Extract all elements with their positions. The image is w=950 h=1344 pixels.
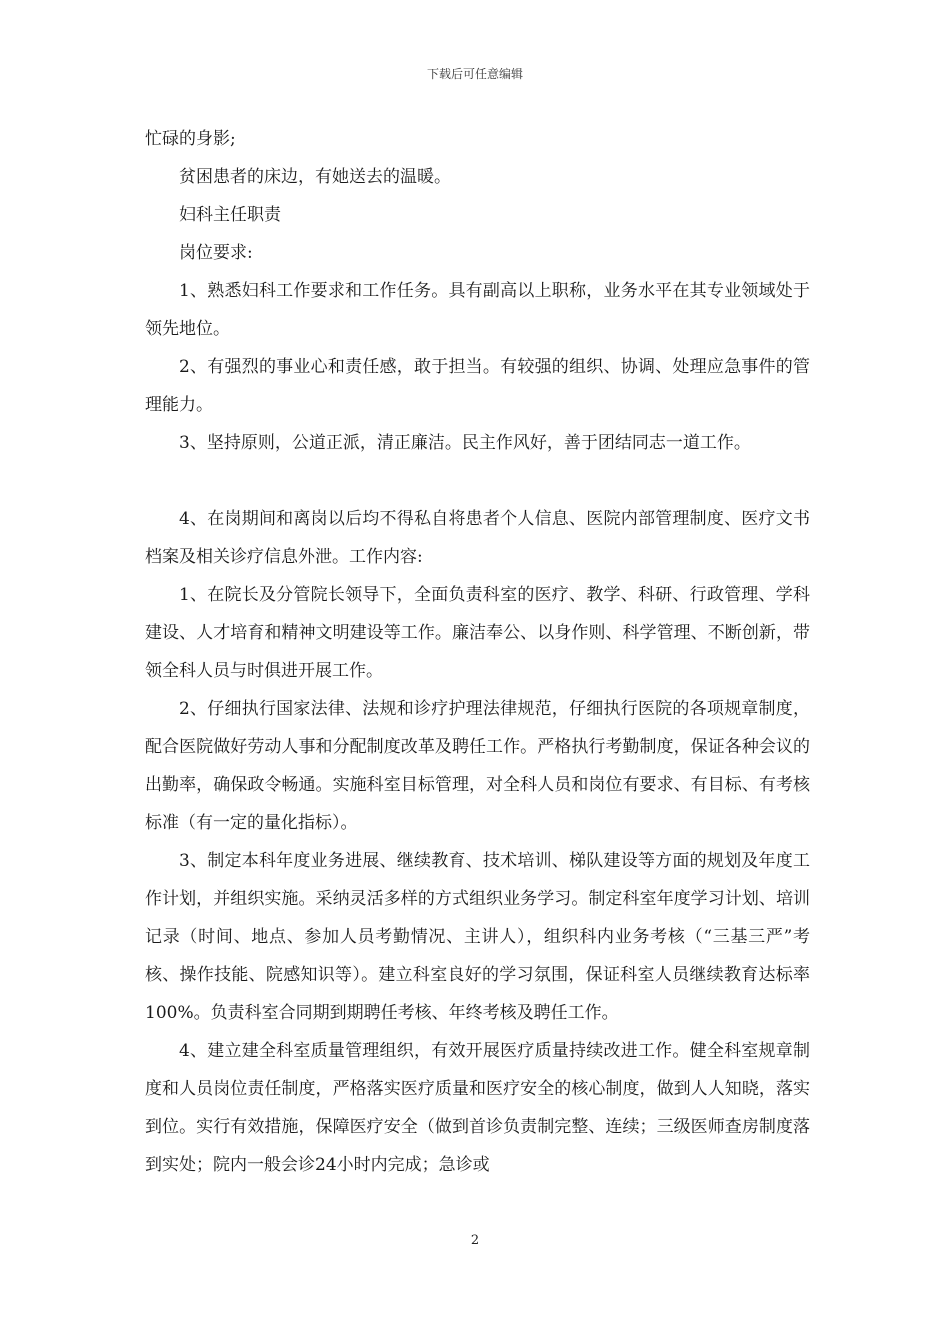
page-number: 2	[470, 1233, 480, 1248]
requirement-item-4: 4、在岗期间和离岗以后均不得私自将患者个人信息、医院内部管理制度、医疗文书档案及相关诊疗信息外泄。工作内容:	[145, 509, 810, 567]
paragraph-1: 忙碌的身影;	[145, 129, 236, 149]
requirement-item-3: 3、坚持原则，公道正派，清正廉洁。民主作风好，善于团结同志一道工作。	[179, 433, 751, 453]
duty-item-2: 2、仔细执行国家法律、法规和诊疗护理法律规范，仔细执行医院的各项规章制度，配合医院做好劳动人事和分配制度改革及聘任工作。严格执行考勤制度，保证各种会议的出勤率，确保政令畅通。实施科室目标管理，对全科人员和岗位有要求、有目标、有考核标准（有一定的量化指标）。	[145, 699, 810, 833]
document-body	[145, 120, 810, 1184]
requirement-item-1: 1、熟悉妇科工作要求和工作任务。具有副高以上职称，业务水平在其专业领域处于领先地位。	[145, 281, 810, 339]
duty-item-4: 4、建立建全科室质量管理组织，有效开展医疗质量持续改进工作。健全科室规章制度和人员岗位责任制度，严格落实医疗质量和医疗安全的核心制度，做到人人知晓，落实到位。实行有效措施，保障医疗安全（做到首诊负责制完整、连续；三级医师查房制度落到实处；院内一般会诊24小时内完成；急诊或	[145, 1041, 810, 1175]
requirement-item-2: 2、有强烈的事业心和责任感，敢于担当。有较强的组织、协调、处理应急事件的管理能力。	[145, 357, 810, 415]
page-footer	[0, 1233, 950, 1249]
subsection-heading-requirements: 岗位要求:	[179, 243, 253, 263]
header-text: 下载后可任意编辑	[426, 67, 523, 81]
page-header	[0, 66, 950, 82]
section-title: 妇科主任职责	[179, 205, 281, 225]
paragraph-2: 贫困患者的床边，有她送去的温暖。	[179, 167, 451, 187]
duty-item-3: 3、制定本科年度业务进展、继续教育、技术培训、梯队建设等方面的规划及年度工作计划，并组织实施。采纳灵活多样的方式组织业务学习。制定科室年度学习计划、培训记录（时间、地点、参加人员考勤情况、主讲人），组织科内业务考核（“三基三严”考核、操作技能、院感知识等）。建立科室良好的学习氛围，保证科室人员继续教育达标率100%。负责科室合同期到期聘任考核、年终考核及聘任工作。	[145, 851, 810, 1023]
duty-item-1: 1、在院长及分管院长领导下，全面负责科室的医疗、教学、科研、行政管理、学科建设、人才培育和精神文明建设等工作。廉洁奉公、以身作则、科学管理、不断创新，带领全科人员与时俱进开展工作。	[145, 585, 810, 681]
